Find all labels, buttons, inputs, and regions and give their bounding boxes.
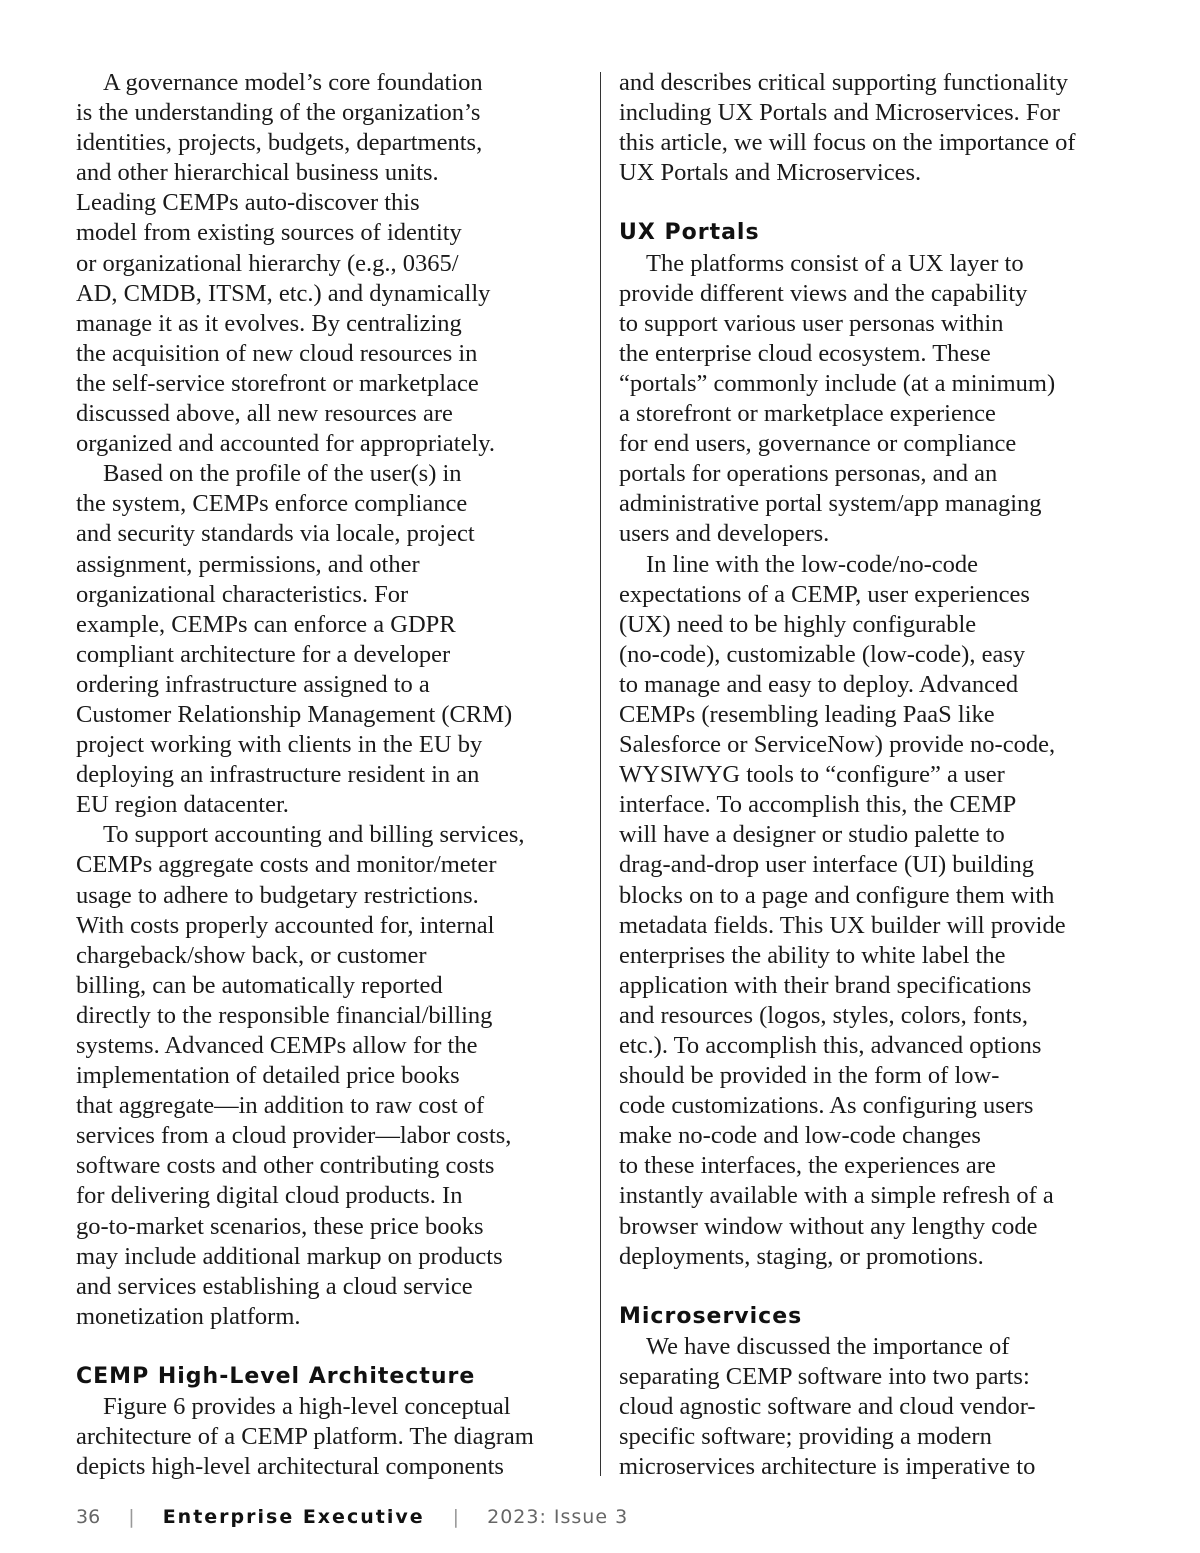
text-line: interface. To accomplish this, the CEMP — [619, 791, 1017, 819]
text-line: manage it as it evolves. By centralizing — [76, 309, 462, 337]
text-line: example, CEMPs can enforce a GDPR — [76, 610, 456, 638]
text-line: the system, CEMPs enforce compliance — [76, 490, 468, 518]
text-line: services from a cloud provider—labor costs, — [76, 1122, 512, 1150]
section-heading: Microservices — [619, 1303, 803, 1329]
page-footer — [76, 1505, 628, 1531]
text-line: usage to adhere to budgetary restrictions. — [76, 881, 479, 909]
text-line: model from existing sources of identity — [76, 219, 462, 247]
text-line: cloud agnostic software and cloud vendor- — [619, 1393, 1036, 1421]
text-line: WYSIWYG tools to “configure” a user — [619, 761, 1005, 789]
text-line: CEMPs (resembling leading PaaS like — [619, 700, 995, 728]
text-line: organizational characteristics. For — [76, 580, 409, 608]
text-line: administrative portal system/app managing — [619, 490, 1042, 518]
text-line: deploying an infrastructure resident in an — [76, 761, 480, 789]
text-line: “portals” commonly include (at a minimum) — [619, 369, 1056, 397]
text-line: code customizations. As configuring users — [619, 1092, 1034, 1120]
text-line: chargeback/show back, or customer — [76, 941, 427, 969]
text-line: to manage and easy to deploy. Advanced — [619, 670, 1019, 698]
text-line: specific software; providing a modern — [619, 1423, 992, 1451]
left-column — [76, 68, 596, 1482]
column-divider — [600, 72, 601, 1476]
text-line: directly to the responsible financial/billing — [76, 1001, 493, 1029]
section-gap — [619, 1272, 1139, 1302]
text-line: Leading CEMPs auto-discover this — [76, 189, 420, 217]
text-line: In line with the low-code/no-code — [646, 550, 979, 578]
text-line: implementation of detailed price books — [76, 1062, 460, 1090]
text-line: (no-code), customizable (low-code), easy — [619, 640, 1026, 668]
text-line: to these interfaces, the experiences are — [619, 1152, 996, 1180]
text-line: should be provided in the form of low- — [619, 1062, 1000, 1090]
text-line: Based on the profile of the user(s) in — [103, 460, 462, 488]
text-line: identities, projects, budgets, departments, — [76, 129, 483, 157]
text-line: systems. Advanced CEMPs allow for the — [76, 1032, 478, 1059]
text-line: metadata fields. This UX builder will provide — [619, 911, 1066, 939]
text-line: monetization platform. — [76, 1302, 301, 1330]
text-line: the self-service storefront or marketplace — [76, 369, 479, 397]
text-line: go-to-market scenarios, these price books — [76, 1212, 484, 1240]
paragraph — [619, 249, 1139, 550]
right-column — [619, 68, 1139, 1482]
text-line: deployments, staging, or promotions. — [619, 1242, 984, 1270]
text-line: etc.). To accomplish this, advanced options — [619, 1032, 1042, 1059]
text-line: EU region datacenter. — [76, 791, 289, 819]
text-line: browser window without any lengthy code — [619, 1212, 1038, 1240]
text-line: AD, CMDB, ITSM, etc.) and dynamically — [76, 279, 491, 307]
footer-separator: | — [128, 1505, 135, 1528]
text-line: enterprises the ability to white label the — [619, 941, 1006, 969]
page-number: 36 — [76, 1505, 101, 1528]
issue-label: 2023: Issue 3 — [487, 1505, 629, 1528]
paragraph — [619, 550, 1139, 1272]
text-line: portals for operations personas, and an — [619, 460, 998, 488]
text-line: may include additional markup on products — [76, 1242, 503, 1270]
footer-separator: | — [452, 1505, 460, 1528]
text-line: CEMPs aggregate costs and monitor/meter — [76, 851, 497, 879]
text-line: users and developers. — [619, 520, 830, 548]
text-line: provide different views and the capability — [619, 279, 1028, 307]
section-heading: CEMP High-Level Architecture — [76, 1364, 476, 1390]
text-line: depicts high-level architectural components — [76, 1453, 504, 1481]
text-line: is the understanding of the organization’s — [76, 99, 481, 127]
text-line: To support accounting and billing services, — [103, 821, 525, 849]
text-line: expectations of a CEMP, user experiences — [619, 580, 1030, 608]
text-line: the acquisition of new cloud resources in — [76, 339, 478, 367]
text-line: will have a designer or studio palette to — [619, 821, 1005, 849]
section-gap — [619, 188, 1139, 218]
text-line: drag-and-drop user interface (UI) building — [619, 851, 1034, 879]
text-line: for end users, governance or compliance — [619, 430, 1017, 458]
paragraph — [619, 68, 1139, 188]
text-line: Customer Relationship Management (CRM) — [76, 700, 513, 728]
paragraph — [76, 459, 596, 820]
text-line: this article, we will focus on the importance of — [619, 129, 1076, 157]
text-line: a storefront or marketplace experience — [619, 400, 996, 428]
text-line: Figure 6 provides a high-level conceptual — [103, 1393, 511, 1421]
text-line: and other hierarchical business units. — [76, 159, 439, 187]
text-line: for delivering digital cloud products. In — [76, 1182, 463, 1210]
text-line: application with their brand specifications — [619, 971, 1032, 999]
text-line: compliant architecture for a developer — [76, 640, 451, 668]
text-line: and security standards via locale, project — [76, 520, 475, 548]
text-line: to support various user personas within — [619, 309, 1004, 337]
text-line: software costs and other contributing costs — [76, 1152, 495, 1180]
text-line: including UX Portals and Microservices. For — [619, 99, 1060, 127]
text-line: architecture of a CEMP platform. The diagram — [76, 1423, 534, 1451]
text-line: separating CEMP software into two parts: — [619, 1363, 1030, 1391]
text-line: and describes critical supporting functionality — [619, 69, 1069, 96]
section-heading: UX Portals — [619, 220, 760, 246]
paragraph — [76, 68, 596, 459]
text-line: (UX) need to be highly configurable — [619, 610, 977, 638]
text-line: We have discussed the importance of — [646, 1332, 1010, 1360]
text-line: instantly available with a simple refresh of a — [619, 1182, 1054, 1210]
text-line: UX Portals and Microservices. — [619, 159, 922, 187]
paragraph — [76, 1392, 596, 1482]
text-line: and services establishing a cloud service — [76, 1272, 473, 1300]
text-line: that aggregate—in addition to raw cost of — [76, 1092, 485, 1120]
text-line: The platforms consist of a UX layer to — [646, 249, 1024, 277]
text-line: A governance model’s core foundation — [103, 69, 483, 96]
paragraph — [619, 1332, 1139, 1482]
text-line: discussed above, all new resources are — [76, 400, 453, 428]
section-gap — [76, 1332, 596, 1362]
text-line: With costs properly accounted for, internal — [76, 911, 495, 939]
text-line: Salesforce or ServiceNow) provide no-code, — [619, 731, 1056, 759]
text-line: blocks on to a page and configure them with — [619, 881, 1055, 909]
text-line: or organizational hierarchy (e.g., 0365/ — [76, 249, 459, 277]
text-line: assignment, permissions, and other — [76, 550, 420, 578]
text-line: the enterprise cloud ecosystem. These — [619, 339, 991, 367]
text-line: organized and accounted for appropriately. — [76, 430, 496, 458]
text-line: and resources (logos, styles, colors, fonts, — [619, 1001, 1028, 1029]
paragraph — [76, 820, 596, 1332]
text-line: billing, can be automatically reported — [76, 971, 443, 999]
publication-name: Enterprise Executive — [162, 1505, 425, 1528]
text-line: ordering infrastructure assigned to a — [76, 670, 430, 698]
text-line: microservices architecture is imperative to — [619, 1453, 1036, 1481]
text-line: make no-code and low-code changes — [619, 1122, 981, 1150]
text-line: project working with clients in the EU by — [76, 731, 483, 759]
